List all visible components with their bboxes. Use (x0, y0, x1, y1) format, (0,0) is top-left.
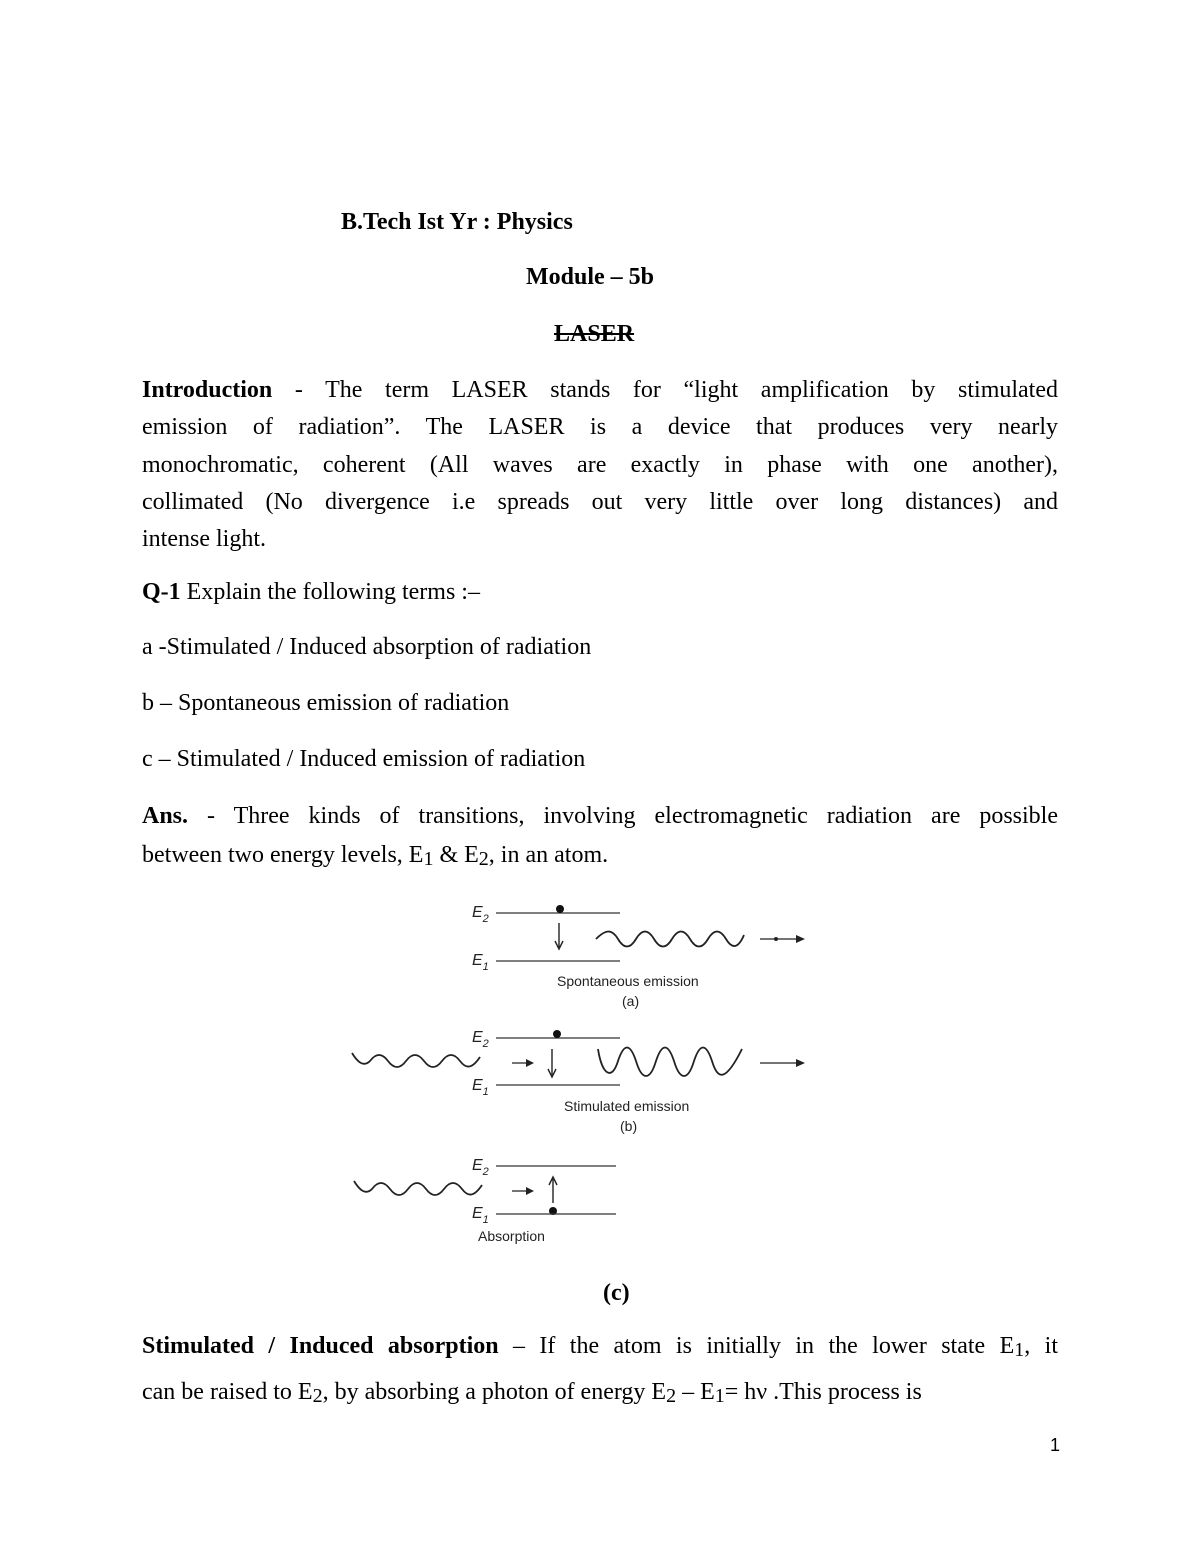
topic-title: LASER (554, 321, 635, 347)
stimulated-emission-panel (352, 1029, 805, 1134)
stimulated-wave-b (598, 1048, 742, 1077)
arrow-small-c (526, 1187, 534, 1195)
intro-line-1 (142, 375, 1058, 405)
intro-label: Introduction (142, 377, 273, 403)
page-number: 1 (1050, 1435, 1061, 1455)
photon-wave-a (596, 932, 744, 947)
electron-a (556, 905, 564, 913)
question-text: Explain the following terms :– (186, 579, 480, 605)
absorption-label: Stimulated / Induced absorption (142, 1333, 499, 1359)
label-e1-b: $E_1$ (472, 1077, 489, 1098)
question-item-a: a -Stimulated / Induced absorption of radiation (142, 634, 592, 660)
intro-line-3: monochromatic, coherent (All waves are exactly in phase with one another), (142, 452, 1058, 478)
arrow-right-a (796, 935, 805, 943)
incident-photon-c (354, 1181, 482, 1195)
figure-label-c: (c) (603, 1280, 630, 1306)
label-e2-b: $E_2$ (472, 1029, 489, 1050)
intro-line-5: intense light. (142, 526, 266, 552)
absorption-panel (354, 1157, 616, 1244)
intro-line-2: emission of radiation”. The LASER is a device that produces very nearly (142, 414, 1058, 440)
answer-text-1: - Three kinds of transitions, involving electromagnetic radiation are possible (207, 803, 1059, 829)
intro-text-1: - The term LASER stands for “light amplification by stimulated (294, 377, 1059, 403)
tag-a: (a) (622, 993, 640, 1009)
arrow-small-b (526, 1059, 534, 1067)
electron-b (553, 1030, 561, 1038)
caption-a: Spontaneous emission (557, 973, 699, 989)
tag-b: (b) (620, 1118, 638, 1134)
absorption-line-2: can be raised to $E_2$, by absorbing a photon of energy $E_2 - E_1= h\nu$ .This process is (142, 1379, 922, 1407)
label-e1-a: $E_1$ (472, 952, 489, 973)
label-e2-c: $E_2$ (472, 1157, 489, 1178)
intro-line-4: collimated (No divergence i.e spreads out very little over long distances) and (142, 489, 1058, 515)
course-heading: B.Tech Ist Yr : Physics (341, 209, 573, 235)
module-heading: Module – 5b (526, 264, 655, 290)
question-item-b: b – Spontaneous emission of radiation (142, 690, 510, 716)
spontaneous-emission-panel (472, 904, 805, 1009)
incident-photon-b (352, 1053, 480, 1067)
answer-line-1 (142, 801, 1058, 831)
absorption-line-1: Stimulated / Induced absorption – If the atom is initially in the lower state $E_1$, it (142, 1333, 1059, 1361)
question-label: Q-1 (142, 579, 181, 605)
answer-line-2: between two energy levels, $E_1$ & $E_2$, in an atom. (142, 842, 609, 870)
caption-b: Stimulated emission (564, 1098, 690, 1114)
question-item-c: c – Stimulated / Induced emission of radiation (142, 746, 586, 772)
transition-diagram (340, 885, 840, 1255)
label-e2-a: $E_2$ (472, 904, 489, 925)
question-line (142, 577, 480, 607)
answer-label: Ans. (142, 803, 189, 829)
label-e1-c: $E_1$ (472, 1205, 489, 1226)
caption-c: Absorption (478, 1228, 545, 1244)
arrow-right-b (796, 1059, 805, 1067)
